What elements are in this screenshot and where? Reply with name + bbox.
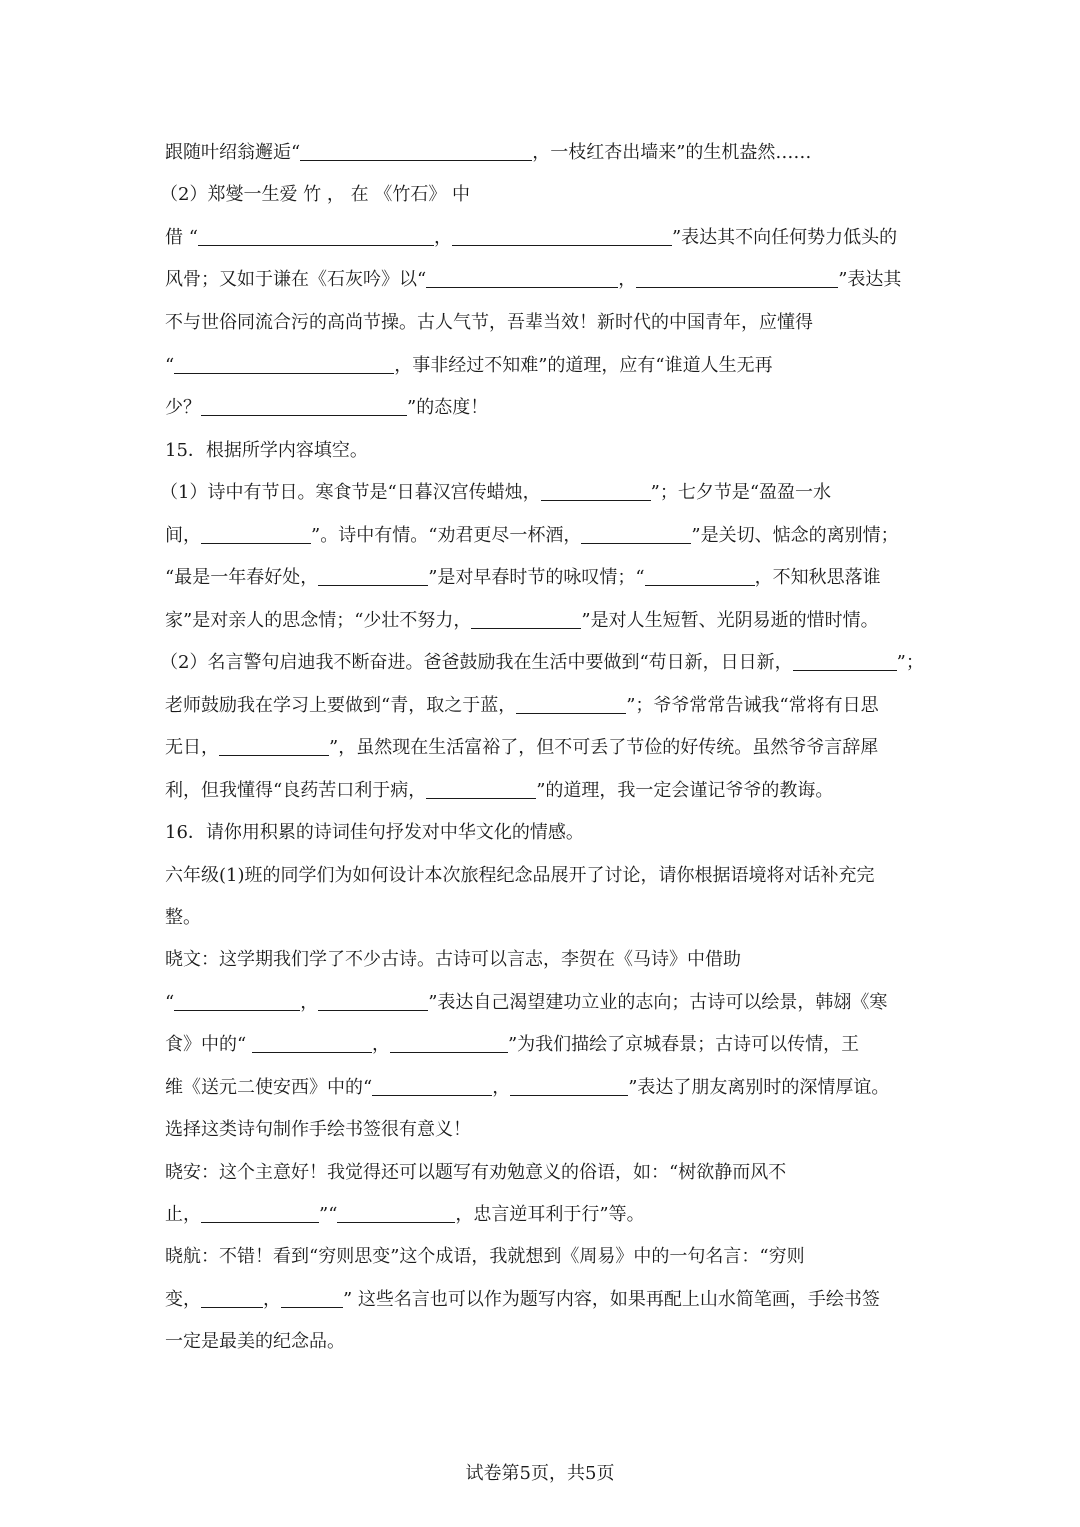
text-segment: 少？ (165, 397, 201, 418)
text-segment: 家”是对亲人的思念情；“少壮不努力， (165, 610, 472, 631)
text-line (165, 1330, 345, 1354)
text-line (165, 566, 881, 590)
text-segment: ，一枝红杏出墙来”的生机盎然…… (532, 142, 812, 163)
text-segment: 整。 (165, 907, 201, 928)
text-segment: ”；爷爷常常告诫我“常将有日思 (626, 695, 879, 716)
answer-blank[interactable] (174, 355, 394, 374)
answer-blank[interactable] (793, 652, 897, 671)
text-segment: ”表达了朋友离别时的深情厚谊。 (628, 1077, 890, 1098)
answer-blank[interactable] (300, 142, 532, 161)
question-16-heading (165, 821, 584, 845)
text-line (165, 1033, 859, 1057)
answer-blank[interactable] (471, 610, 581, 629)
text-segment: 晓安：这个主意好！我觉得还可以题写有劝勉意义的俗语，如：“树欲静而风不 (165, 1162, 787, 1183)
text-line (165, 141, 811, 165)
text-segment: 老师鼓励我在学习上要做到“青，取之于蓝， (165, 695, 517, 716)
answer-blank[interactable] (645, 567, 755, 586)
text-segment: ”表达自己渴望建功立业的志向；古诗可以绘景，韩翃《寒 (428, 992, 888, 1013)
question-heading-text: 16．请你用积累的诗词佳句抒发对中华文化的情感。 (165, 822, 584, 843)
text-segment: ”；七夕节是“盈盈一水 (650, 482, 832, 503)
text-segment: ”。诗中有情。“劝君更尽一杯酒， (311, 525, 582, 546)
text-segment: ， (300, 992, 319, 1013)
text-segment: 六年级(1)班的同学们为如何设计本次旅程纪念品展开了讨论，请你根据语境将对话补充完 (165, 865, 875, 886)
page-number: 试卷第5页，共5页 (465, 1463, 615, 1484)
text-line (165, 1203, 645, 1227)
text-line (165, 396, 488, 420)
text-segment: ”表达其不向任何势力低头的 (671, 227, 898, 248)
text-line (165, 779, 833, 803)
answer-blank[interactable] (201, 1289, 263, 1308)
answer-blank[interactable] (219, 737, 329, 756)
text-segment: ，事非经过不知难”的道理，应有“谁道人生无再 (394, 355, 773, 376)
text-segment: 晓文：这学期我们学了不少古诗。古诗可以言志，李贺在《马诗》中借助 (165, 949, 741, 970)
answer-blank[interactable] (510, 1077, 628, 1096)
answer-blank[interactable] (337, 1204, 455, 1223)
answer-blank[interactable] (541, 482, 651, 501)
text-line (165, 524, 899, 548)
page-footer (0, 1462, 1080, 1486)
text-line (165, 1245, 805, 1269)
text-segment: ” 这些名言也可以作为题写内容，如果再配上山水简笔画，手绘书签 (343, 1289, 880, 1310)
text-segment: 不与世俗同流合污的高尚节操。古人气节，吾辈当效！新时代的中国青年，应懂得 (165, 312, 813, 333)
text-line (165, 1118, 471, 1142)
text-segment: ”的道理，我一定会谨记爷爷的教诲。 (536, 780, 834, 801)
text-line (165, 311, 813, 335)
answer-blank[interactable] (636, 269, 838, 288)
question-15-heading (165, 439, 368, 463)
text-segment: 止， (165, 1204, 201, 1225)
text-line (165, 694, 879, 718)
text-segment: 食》中的“ (165, 1034, 252, 1055)
answer-blank[interactable] (581, 525, 691, 544)
text-line (165, 1161, 786, 1185)
answer-blank[interactable] (426, 780, 536, 799)
text-segment: ”，虽然现在生活富裕了，但不可丢了节俭的好传统。虽然爷爷言辞犀 (329, 737, 879, 758)
text-segment: ，不知秋思落谁 (754, 567, 881, 588)
text-line (165, 226, 897, 250)
answer-blank[interactable] (372, 1077, 492, 1096)
text-line (165, 948, 741, 972)
text-segment: （1）诗中有节日。寒食节是“日暮汉宫传蜡烛， (160, 482, 541, 503)
question-heading-text: 15．根据所学内容填空。 (165, 440, 368, 461)
text-segment: 风骨；又如于谦在《石灰吟》以“ (165, 269, 427, 290)
text-segment: ”为我们描绘了京城春景；古诗可以传情，王 (507, 1034, 860, 1055)
text-segment: 利，但我懂得“良药苦口利于病， (165, 780, 427, 801)
answer-blank[interactable] (174, 992, 300, 1011)
text-segment: ， (371, 1034, 390, 1055)
text-line (165, 906, 201, 930)
text-line (165, 736, 878, 760)
text-line (165, 1076, 889, 1100)
answer-blank[interactable] (452, 227, 672, 246)
text-segment: 一定是最美的纪念品。 (165, 1331, 345, 1352)
text-line (165, 1288, 880, 1312)
text-segment: ”是对早春时节的咏叹情；“ (428, 567, 645, 588)
answer-blank[interactable] (201, 397, 407, 416)
text-line (165, 609, 879, 633)
text-segment: “ (165, 355, 175, 376)
answer-blank[interactable] (201, 1204, 319, 1223)
answer-blank[interactable] (201, 525, 311, 544)
text-segment: ”是关切、惦念的离别情； (691, 525, 899, 546)
text-segment: ”； (896, 652, 924, 673)
text-segment: 间， (165, 525, 201, 546)
text-segment: 变， (165, 1289, 201, 1310)
text-line (160, 481, 831, 505)
text-segment: “ (165, 992, 175, 1013)
text-segment: 跟随叶绍翁邂逅“ (165, 142, 301, 163)
text-line (165, 991, 887, 1015)
text-segment: 借 “ (165, 227, 198, 248)
text-segment: ”的态度！ (407, 397, 489, 418)
text-segment: ， (263, 1289, 281, 1310)
text-segment: 选择这类诗句制作手绘书签很有意义！ (165, 1119, 471, 1140)
answer-blank[interactable] (252, 1034, 372, 1053)
answer-blank[interactable] (426, 269, 618, 288)
answer-blank[interactable] (516, 695, 626, 714)
text-segment: ， (492, 1077, 511, 1098)
answer-blank[interactable] (198, 227, 434, 246)
text-line (165, 268, 901, 292)
text-line (160, 183, 470, 207)
answer-blank[interactable] (281, 1289, 343, 1308)
text-segment: ，忠言逆耳利于行”等。 (455, 1204, 645, 1225)
text-segment: ， (433, 227, 452, 248)
text-segment: 维《送元二使安西》中的“ (165, 1077, 373, 1098)
answer-blank[interactable] (318, 567, 428, 586)
text-segment: ”表达其 (838, 269, 902, 290)
text-segment: ”是对人生短暂、光阴易逝的惜时情。 (581, 610, 879, 631)
text-segment: ， (618, 269, 637, 290)
text-segment: ”“ (319, 1204, 338, 1225)
text-segment: 无日， (165, 737, 219, 758)
text-segment: （2）名言警句启迪我不断奋进。爸爸鼓励我在生活中要做到“苟日新，日日新， (160, 652, 793, 673)
question-sub-heading: （2）郑燮一生爱 竹 ， 在 《竹石》 中 (160, 184, 471, 205)
text-line (165, 354, 773, 378)
text-line (165, 864, 875, 888)
answer-blank[interactable] (318, 992, 428, 1011)
text-segment: 晓航：不错！看到“穷则思变”这个成语，我就想到《周易》中的一句名言：“穷则 (165, 1246, 805, 1267)
answer-blank[interactable] (390, 1034, 508, 1053)
text-segment: “最是一年春好处， (165, 567, 319, 588)
text-line (160, 651, 924, 675)
